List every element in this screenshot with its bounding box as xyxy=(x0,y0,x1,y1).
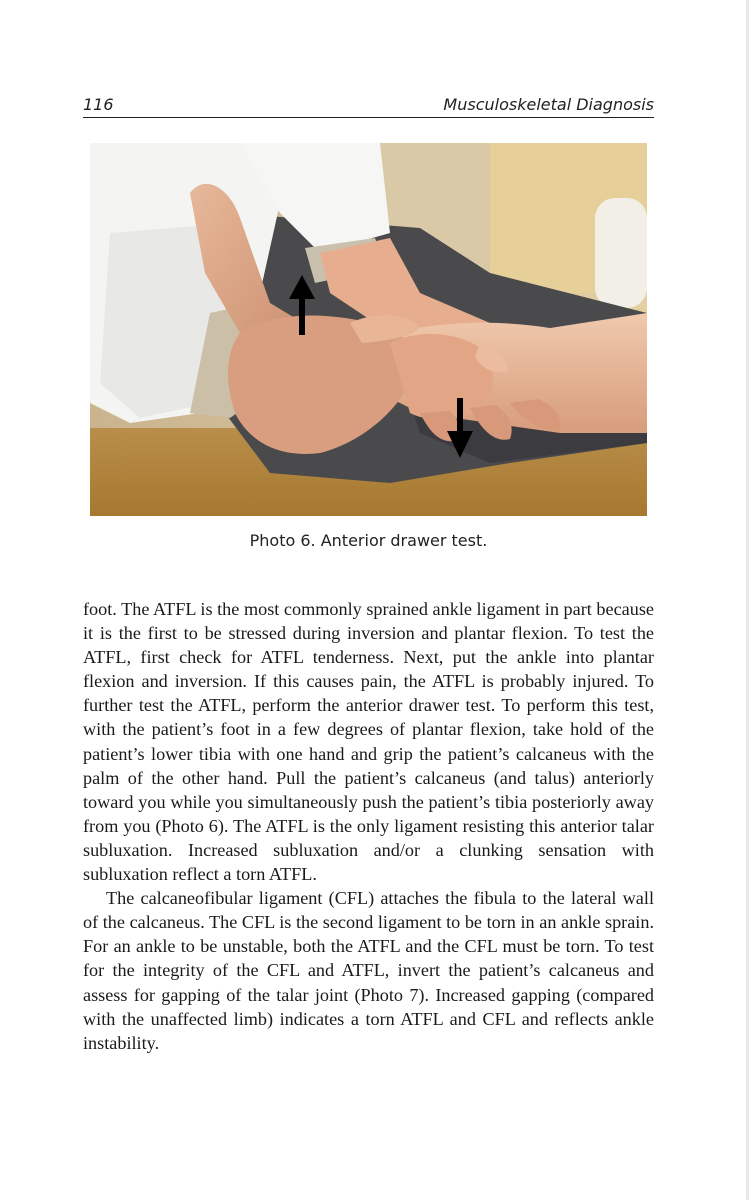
page-number: 116 xyxy=(83,95,114,114)
body-text xyxy=(83,597,654,1055)
book-title: Musculoskeletal Diagnosis xyxy=(443,95,654,114)
running-header xyxy=(83,93,654,118)
paragraph-1: foot. The ATFL is the most commonly sprained ankle ligament in part because it is the first to be stressed during inversion and plantar flexion. To test the ATFL, first check for ATFL tenderness. Next, put the ankle into plantar flexion and inversion. If this causes pain, the ATFL is probably injured. To further test the ATFL, perform the anterior drawer test. To perform this test, with the patient’s foot in a few degrees of plantar flexion, take hold of the patient’s lower tibia with one hand and grip the patient’s calcaneus with the palm of the other hand. Pull the patient’s calcaneus (and talus) anteriorly toward you while you simultaneously push the patient’s tibia posteriorly away from you (Photo 6). The ATFL is the only ligament resisting this anterior talar subluxation. Increased subluxation and/or a clunking sensation with subluxation reflect a torn ATFL. xyxy=(83,599,654,885)
paragraph-2: The calcaneofibular ligament (CFL) attaches the fibula to the lateral wall of the calcaneus. The CFL is the second ligament to be torn in an ankle sprain. For an ankle to be unstable, both the ATFL and the CFL must be torn. To test for the integrity of the CFL and ATFL, invert the patient’s calcaneus and assess for gapping of the talar joint (Photo 7). Increased gapping (compared with the unaffected limb) indicates a torn ATFL and CFL and reflects ankle instability. xyxy=(83,888,654,1053)
figure-caption: Photo 6. Anterior drawer test. xyxy=(249,531,488,550)
clinical-photo xyxy=(90,143,647,516)
